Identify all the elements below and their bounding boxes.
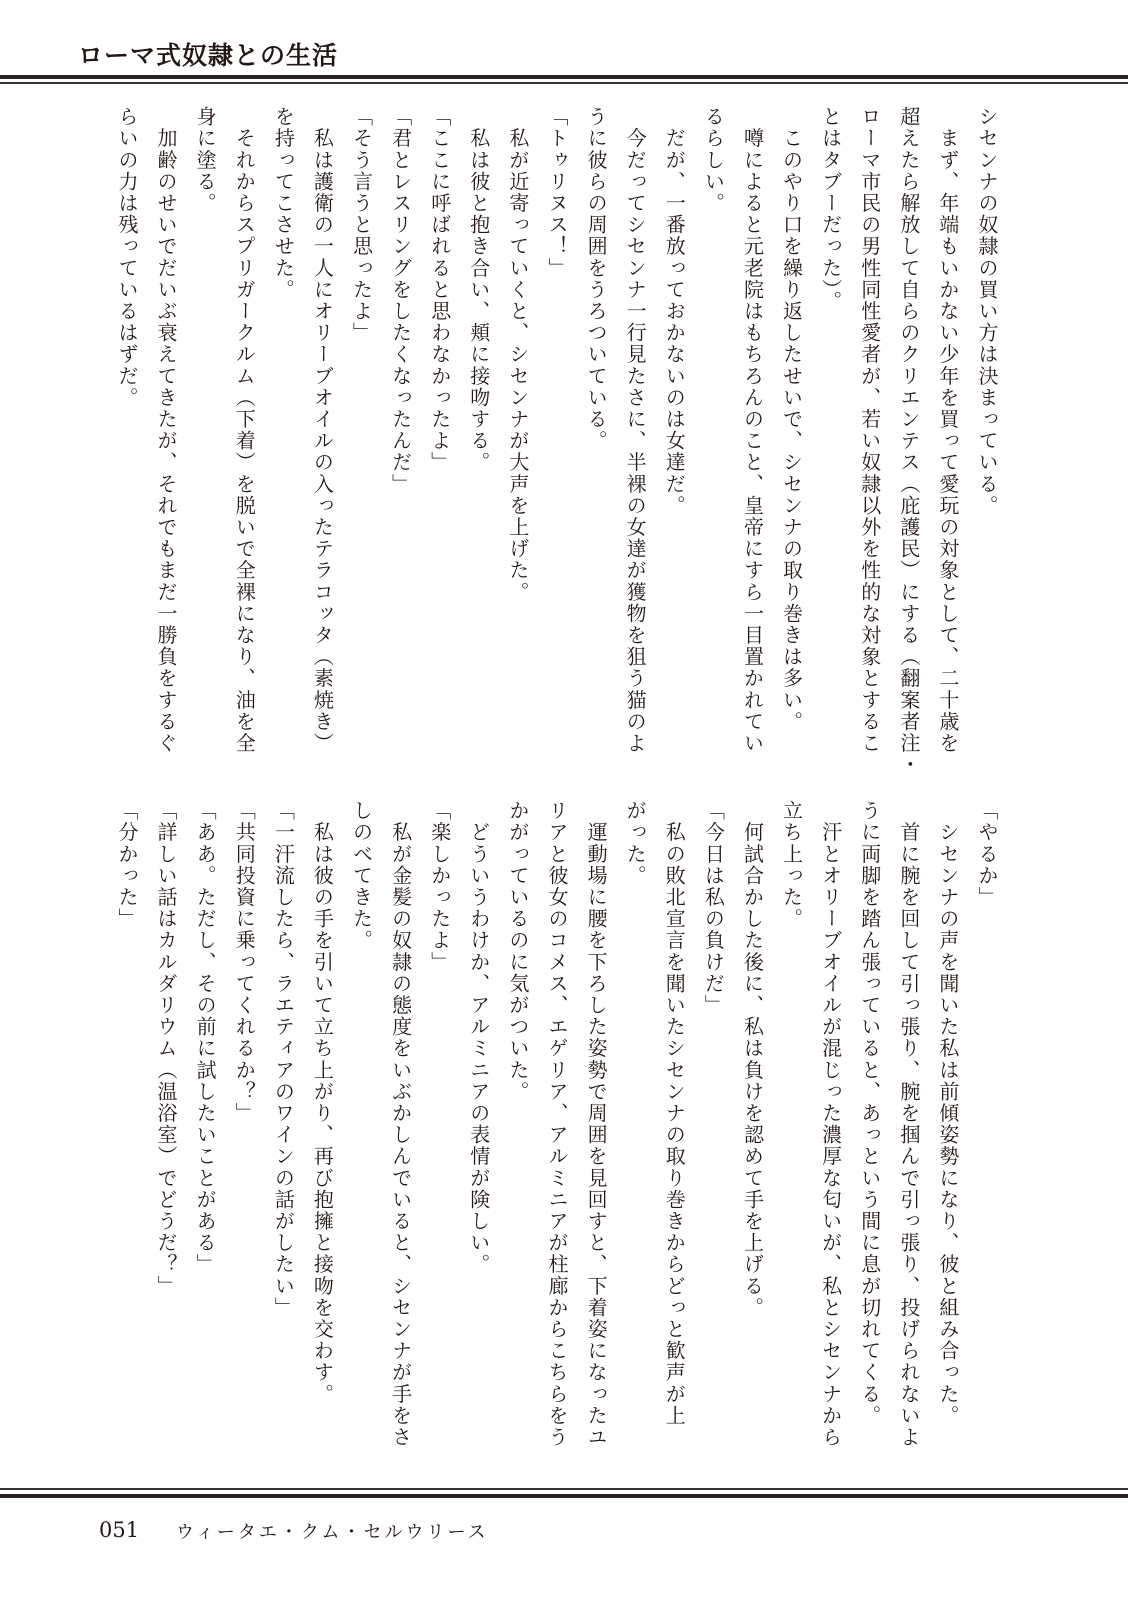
text-line: 「共同投資に乗ってくれるか？」 xyxy=(232,800,257,1124)
text-line: 運動場に腰を下ろした姿勢で周囲を見回すと、下着姿になったユ xyxy=(584,800,609,1448)
text-line: 噂によると元老院はもちろんのこと、皇帝にすら一目置かれてい xyxy=(740,106,765,754)
chapter-title: ローマ式奴隷との生活 xyxy=(78,41,339,70)
text-line: 「詳しい話はカルダリウム（温浴室）でどうだ？」 xyxy=(154,800,179,1297)
text-line: らいの力は残っているはずだ。 xyxy=(114,106,139,409)
text-line: 私が金髪の奴隷の態度をいぶかしんでいると、シセンナが手をさ xyxy=(388,800,413,1448)
text-line: 「君とレスリングをしたくなったんだ」 xyxy=(388,106,413,495)
text-line: うに両脚を踏ん張っていると、あっという間に息が切れてくる。 xyxy=(857,800,882,1427)
footer-rule-thick xyxy=(0,1494,1128,1498)
text-line: 今だってシセンナ一行見たさに、半裸の女達が獲物を狙う猫のよ xyxy=(623,106,648,754)
text-line: 加齢のせいでだいぶ衰えてきたが、それでもまだ一勝負をするぐ xyxy=(154,106,179,754)
book-title: ウィータエ・クム・セルウリース xyxy=(176,1522,489,1543)
text-line: 何試合かした後に、私は負けを認めて手を上げる。 xyxy=(740,800,765,1319)
text-line: 「分かった」 xyxy=(114,800,139,930)
text-line: がった。 xyxy=(623,800,648,887)
text-line: 「楽しかったよ」 xyxy=(427,800,452,973)
text-line: かがっているのに気がついた。 xyxy=(505,800,530,1103)
text-line: 身に塗る。 xyxy=(193,106,218,214)
text-line: 首に腕を回して引っ張り、腕を掴んで引っ張り、投げられないよ xyxy=(896,800,921,1448)
body-text-bottom xyxy=(107,800,1006,1472)
text-line: 「やるか」 xyxy=(975,800,999,908)
header-rule-thick xyxy=(0,75,1128,79)
text-line: 「ここに呼ばれると思わなかったよ」 xyxy=(427,106,452,474)
text-line: 「今日は私の負けだ」 xyxy=(701,800,726,1016)
text-line: 立ち上った。 xyxy=(779,800,804,930)
text-line: 私の敗北宣言を聞いたシセンナの取り巻きからどっと歓声が上 xyxy=(662,800,687,1427)
text-line: 私は彼の手を引いて立ち上がり、再び抱擁と接吻を交わす。 xyxy=(310,800,335,1405)
text-line: とはタブーだった）。 xyxy=(818,106,843,312)
text-line: リアと彼女のコメス、エゲリア、アルミニアが柱廊からこちらをう xyxy=(544,800,569,1448)
text-line: を持ってこさせた。 xyxy=(271,106,296,301)
text-line: このやり口を繰り返したせいで、シセンナの取り巻きは多い。 xyxy=(779,106,804,733)
text-line: まず、年端もいかない少年を買って愛玩の対象として、二十歳を xyxy=(935,106,960,754)
body-text-top xyxy=(107,106,1006,778)
text-line: 私が近寄っていくと、シセンナが大声を上げた。 xyxy=(505,106,530,603)
page-number: 051 xyxy=(99,1518,140,1542)
header-rule-thin xyxy=(0,82,1128,84)
footer-rule-thin xyxy=(0,1488,1128,1490)
text-line: 「ああ。ただし、その前に試したいことがある」 xyxy=(193,800,218,1276)
text-line: 汗とオリーブオイルが混じった濃厚な匂いが、私とシセンナから xyxy=(818,800,843,1448)
text-line: 「そう言うと思ったよ」 xyxy=(349,106,374,344)
text-line: うに彼らの周囲をうろついている。 xyxy=(584,106,609,452)
text-line: それからスプリガークルム（下着）を脱いで全裸になり、油を全 xyxy=(232,106,257,754)
text-line: 「一汗流したら、ラエティアのワインの話がしたい」 xyxy=(271,800,296,1319)
text-line: シセンナの声を聞いた私は前傾姿勢になり、彼と組み合った。 xyxy=(935,800,960,1427)
text-line: 私は護衛の一人にオリーブオイルの入ったテラコッタ（素焼き） xyxy=(310,106,335,754)
text-line: シセンナの奴隷の買い方は決まっている。 xyxy=(975,106,999,517)
text-line: しのべてきた。 xyxy=(349,800,374,952)
text-line: 「トゥリヌス！」 xyxy=(544,106,569,279)
text-line: 私は彼と抱き合い、頬に接吻する。 xyxy=(466,106,491,474)
text-line: どういうわけか、アルミニアの表情が険しい。 xyxy=(466,800,491,1276)
text-line: るらしい。 xyxy=(701,106,726,214)
text-line: 超えたら解放して自らのクリエンテス（庇護民）にする（翻案者注・ xyxy=(896,106,921,776)
text-line: だが、一番放っておかないのは女達だ。 xyxy=(662,106,687,517)
text-line: ローマ市民の男性同性愛者が、若い奴隷以外を性的な対象とするこ xyxy=(857,106,882,754)
